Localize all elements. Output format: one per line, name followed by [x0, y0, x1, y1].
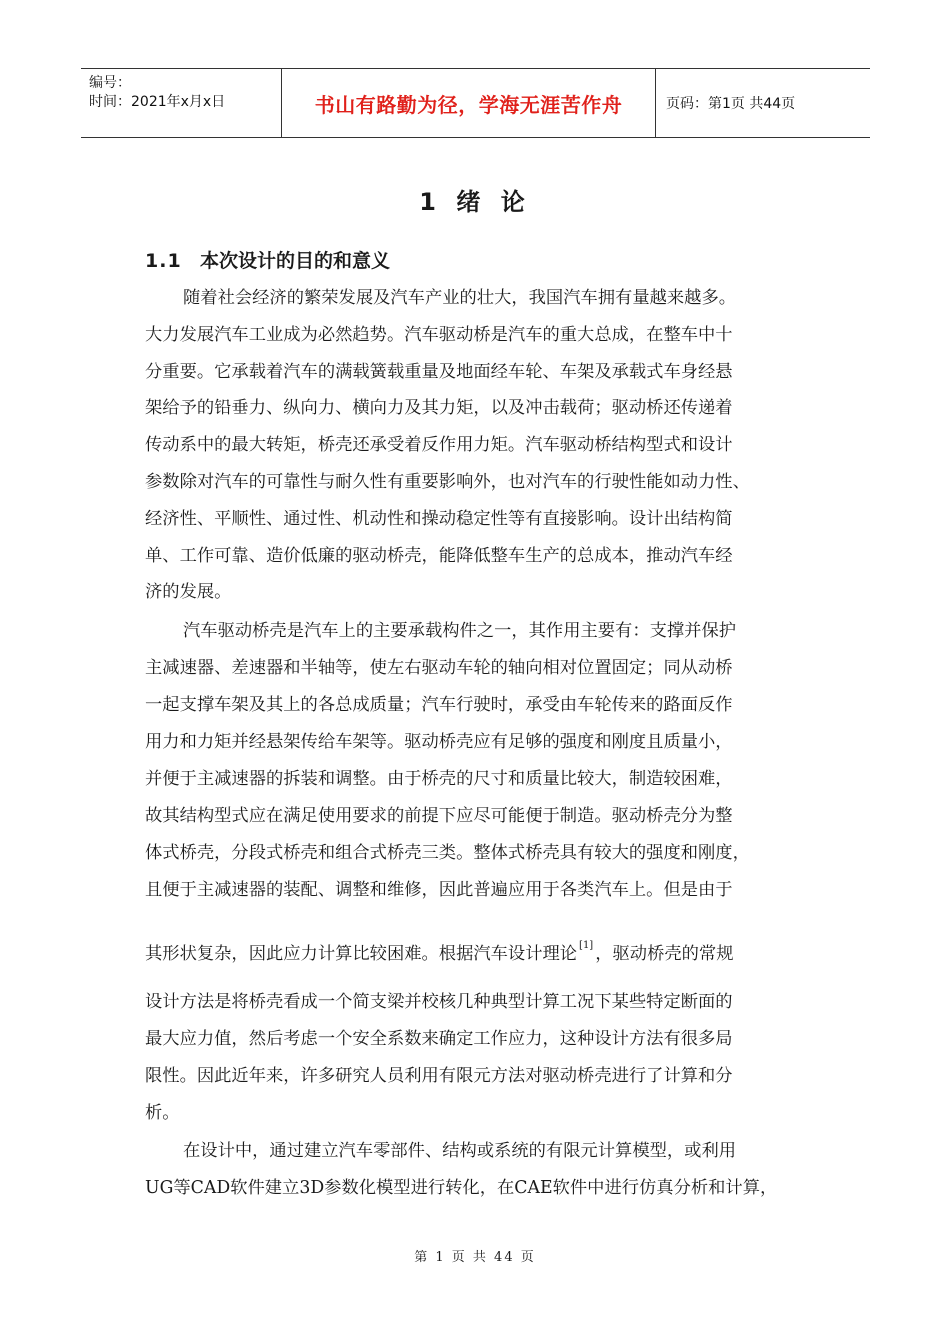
body-line: 架给予的铅垂力、纵向力、横向力及其力矩，以及冲击载荷；驱动桥还传递着 — [145, 398, 733, 418]
section-title: 本次设计的目的和意义 — [200, 250, 391, 272]
body-line-with-citation — [145, 942, 733, 969]
section-number: 1.1 — [145, 250, 182, 272]
section-heading — [145, 246, 390, 273]
body-line: 主减速器、差速器和半轴等，使左右驱动车轮的轴向相对位置固定；同从动桥 — [145, 658, 733, 678]
header-info-cell — [81, 69, 282, 137]
body-line: 且便于主减速器的装配、调整和维修，因此普遍应用于各类汽车上。但是由于 — [145, 880, 733, 900]
body-line: 一起支撑车架及其上的各总成质量；汽车行驶时，承受由车轮传来的路面反作 — [145, 695, 733, 715]
body-line: 汽车驱动桥壳是汽车上的主要承载构件之一，其作用主要有：支撑并保护 — [183, 621, 737, 641]
body-line: 经济性、平顺性、通过性、机动性和操动稳定性等有直接影响。设计出结构简 — [145, 509, 733, 529]
page-header — [81, 68, 870, 138]
header-time-label: 时间：2021年x月x日 — [89, 94, 226, 110]
header-number-label: 编号： — [89, 75, 131, 91]
body-line: 设计方法是将桥壳看成一个简支梁并校核几种典型计算工况下某些特定断面的 — [145, 992, 733, 1012]
body-line: 故其结构型式应在满足使用要求的前提下应尽可能便于制造。驱动桥壳分为整 — [145, 806, 733, 826]
body-line: 分重要。它承载着汽车的满载簧载重量及地面经车轮、车架及承载式车身经悬 — [145, 362, 733, 382]
body-line: 传动系中的最大转矩，桥壳还承受着反作用力矩。汽车驱动桥结构型式和设计 — [145, 435, 733, 455]
body-line: 参数除对汽车的可靠性与耐久性有重要影响外，也对汽车的行驶性能如动力性、 — [145, 472, 750, 492]
chapter-title: 1 绪 论 — [419, 188, 531, 216]
body-line: 济的发展。 — [145, 582, 232, 602]
body-text: 其形状复杂，因此应力计算比较困难。根据汽车设计理论 — [145, 944, 578, 964]
body-line: 用力和力矩并经悬架传给车架等。驱动桥壳应有足够的强度和刚度且质量小， — [145, 732, 733, 752]
header-motto: 书山有路勤为径，学海无涯苦作舟 — [282, 69, 656, 137]
body-line: 并便于主减速器的拆装和调整。由于桥壳的尺寸和质量比较大，制造较困难， — [145, 769, 733, 789]
body-line: 随着社会经济的繁荣发展及汽车产业的壮大，我国汽车拥有量越来越多。 — [183, 288, 737, 308]
citation-mark: [1] — [579, 940, 594, 951]
body-line: UG等CAD软件建立3D参数化模型进行转化，在CAE软件中进行仿真分析和计算， — [145, 1178, 778, 1198]
body-line: 在设计中，通过建立汽车零部件、结构或系统的有限元计算模型，或利用 — [183, 1141, 737, 1161]
page-footer: 第 1 页 共 44 页 — [414, 1250, 536, 1265]
body-line: 最大应力值，然后考虑一个安全系数来确定工作应力，这种设计方法有很多局 — [145, 1029, 733, 1049]
body-text: ，驱动桥壳的常规 — [595, 944, 734, 964]
header-page-info: 页码：第1页 共44页 — [666, 96, 796, 112]
body-line: 析。 — [145, 1103, 180, 1123]
body-line: 体式桥壳，分段式桥壳和组合式桥壳三类。整体式桥壳具有较大的强度和刚度， — [145, 843, 750, 863]
body-line: 大力发展汽车工业成为必然趋势。汽车驱动桥是汽车的重大总成，在整车中十 — [145, 325, 733, 345]
body-line: 单、工作可靠、造价低廉的驱动桥壳，能降低整车生产的总成本，推动汽车经 — [145, 546, 733, 566]
body-line: 限性。因此近年来，许多研究人员利用有限元方法对驱动桥壳进行了计算和分 — [145, 1066, 733, 1086]
